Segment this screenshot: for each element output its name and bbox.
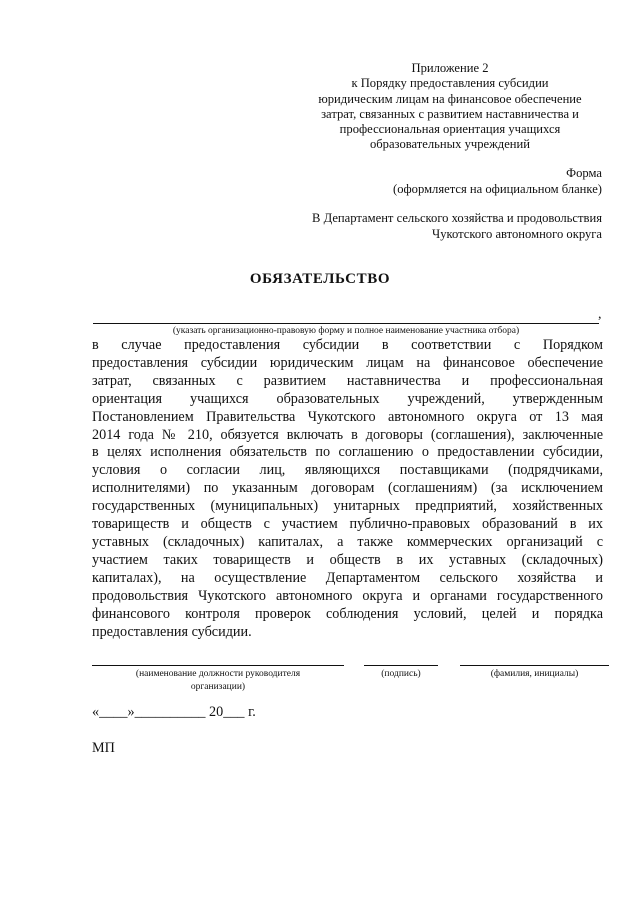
annex-line: затрат, связанных с развитием наставничества и xyxy=(321,106,579,121)
annex-line: к Порядку предоставления субсидии xyxy=(351,76,549,91)
stamp-place-label: МП xyxy=(92,740,115,756)
body-line: уставных (складочных) капиталах, а также коммерческих организаций с xyxy=(92,533,603,550)
signature-field[interactable] xyxy=(364,665,438,666)
body-line: в целях исполнения обязательств по соглашению о предоставлении субсидии, xyxy=(92,444,603,461)
addressee xyxy=(312,211,602,242)
form-note-text: (оформляется на официальном бланке) xyxy=(393,181,602,196)
date-field[interactable]: «____»__________ 20___ г. xyxy=(92,704,256,720)
annex-header xyxy=(300,61,600,153)
body-line: участием таких товариществ и обществ в их уставных (складочных) xyxy=(92,551,603,568)
body-line: Постановлением Правительства Чукотского автономного округа от 13 мая xyxy=(92,408,603,425)
name-caption: (фамилия, инициалы) xyxy=(490,669,579,679)
position-field[interactable] xyxy=(92,665,344,666)
position-caption xyxy=(92,668,344,693)
form-label: Форма xyxy=(566,166,602,180)
body-line: предоставления субсидии юридическим лицам на финансовое обеспечение xyxy=(92,354,603,371)
body-line: капиталах), на осуществление Департаментом сельского хозяйства и xyxy=(92,569,603,586)
obligation-body xyxy=(92,337,603,641)
body-line: предоставления субсидии. xyxy=(92,623,252,640)
body-line: финансового контроля проверок соблюдения условий, целей и порядка xyxy=(92,605,603,622)
annex-line: образовательных учреждений xyxy=(369,137,531,152)
annex-line: юридическим лицам на финансовое обеспечение xyxy=(318,91,582,106)
body-line: затрат, связанных с развитием наставничества и профессиональная xyxy=(92,372,603,389)
position-caption-line: организации) xyxy=(190,681,246,692)
body-line: условия о согласии лиц, являющихся поставщиками (подрядчиками, xyxy=(92,462,603,479)
document-title: ОБЯЗАТЕЛЬСТВО xyxy=(249,271,391,287)
participant-field-caption: (указать организационно-правовую форму и полное наименование участника отбора) xyxy=(172,326,520,336)
addressee-line: В Департамент сельского хозяйства и продовольствия xyxy=(312,211,602,225)
participant-field-comma: , xyxy=(598,307,602,322)
body-line: государственных (муниципальных) унитарных предприятий, хозяйственных xyxy=(92,498,603,515)
body-line: в случае предоставления субсидии в соответствии с Порядком xyxy=(92,337,603,353)
participant-name-field[interactable] xyxy=(93,323,599,324)
body-line: исполнителями) по указанным договорам (соглашениям) (за исключением xyxy=(92,480,603,497)
body-line: продовольствия Чукотского автономного округа и органами государственного xyxy=(92,587,603,604)
position-caption-line: (наименование должности руководителя xyxy=(135,669,301,679)
addressee-line: Чукотского автономного округа xyxy=(432,226,602,241)
annex-line: Приложение 2 xyxy=(411,61,489,75)
signature-caption: (подпись) xyxy=(381,669,421,679)
form-note xyxy=(393,166,602,197)
body-line: 2014 года № 210, обязуется включать в договоры (соглашения), заключенные xyxy=(92,426,603,443)
body-line: ориентация учащихся образовательных учреждений, утвержденным xyxy=(92,390,603,407)
name-initials-field[interactable] xyxy=(460,665,609,666)
body-line: товариществ и обществ с участием публично-правовых образований в их xyxy=(92,516,603,533)
annex-line: профессиональная ориентация учащихся xyxy=(339,122,561,137)
